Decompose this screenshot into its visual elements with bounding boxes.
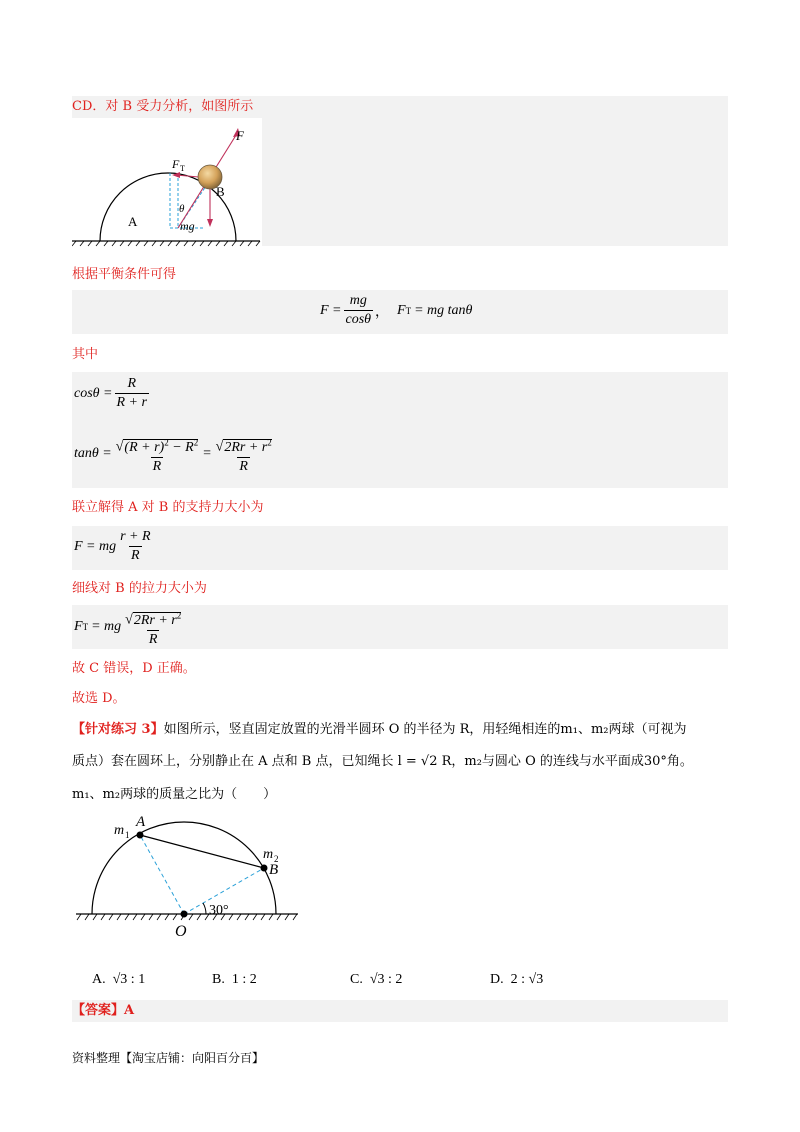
conclusion-2: 故选 D。	[72, 691, 126, 706]
choice-a[interactable]: A. √3 : 1	[92, 972, 146, 987]
label-B: B	[216, 184, 225, 199]
cd-heading: CD．对 B 受力分析，如图所示	[72, 99, 254, 114]
label-m2: m	[263, 847, 274, 862]
label-A: A	[128, 214, 138, 229]
equation-tan: tanθ = $\frac{√(R + r)^2 - R^2}{R}$ = $\frac{√2Rr + r^2}{R}$	[74, 437, 272, 474]
label-m2-sub: 2	[274, 854, 279, 864]
force-diagram-b	[72, 118, 262, 248]
eq4-block	[72, 526, 728, 570]
footer-text: 资料整理【淘宝店铺：向阳百分百】	[72, 1051, 265, 1065]
choice-d[interactable]: D. 2 : √3	[490, 972, 544, 987]
label-m1-sub: 1	[125, 830, 130, 840]
label-FT-sub: T	[180, 164, 185, 173]
label-O: O	[175, 923, 187, 940]
label-m1: m	[114, 823, 125, 838]
practice-line-1: 【针对练习 3】如图所示，竖直固定放置的光滑半圆环 O 的半径为 R，用轻绳相连的m₁、m₂两球（可视为	[72, 722, 687, 737]
label-A2: A	[136, 814, 146, 830]
conclusion-1: 故 C 错误，D 正确。	[72, 661, 196, 676]
label-theta: θ	[179, 203, 185, 215]
label-B2: B	[269, 862, 279, 878]
answer-text: 【答案】A	[72, 1003, 135, 1018]
answer-block	[72, 1000, 728, 1022]
equation-tension: F T = mg $\frac{√2Rr + r^2}{R}$	[74, 610, 182, 647]
tension-text: 细线对 B 的拉力大小为	[72, 581, 207, 596]
practice-tag: 【针对练习 3】	[72, 722, 164, 737]
choice-c[interactable]: C. √3 : 2	[350, 972, 403, 987]
label-mg: mg	[180, 219, 195, 233]
equation-support: F = mg $\frac{r + R}{R}$	[74, 529, 151, 563]
balance-text: 根据平衡条件可得	[72, 267, 177, 282]
ring-diagram	[72, 808, 302, 948]
choice-b[interactable]: B. 1 : 2	[212, 972, 257, 987]
practice-line-3: m₁、m₂两球的质量之比为（ ）	[72, 787, 277, 802]
equation-balance: F = $\frac{mg}{\cos\theta}$ ， F T = mg tanθ	[320, 293, 473, 327]
label-angle: 30°	[209, 903, 229, 918]
support-text: 联立解得 A 对 B 的支持力大小为	[72, 500, 264, 515]
equation-cos: cosθ = $\frac{R}{R + r}$	[74, 376, 147, 410]
practice-line-2: 质点）套在圆环上，分别静止在 A 点和 B 点，已知绳长 l = √2 R，m₂与圆心 O 的连线与水平面成30°角。	[72, 754, 693, 769]
label-F: F	[236, 128, 244, 143]
label-FT: F	[172, 157, 180, 171]
qizhong-text: 其中	[72, 347, 99, 362]
